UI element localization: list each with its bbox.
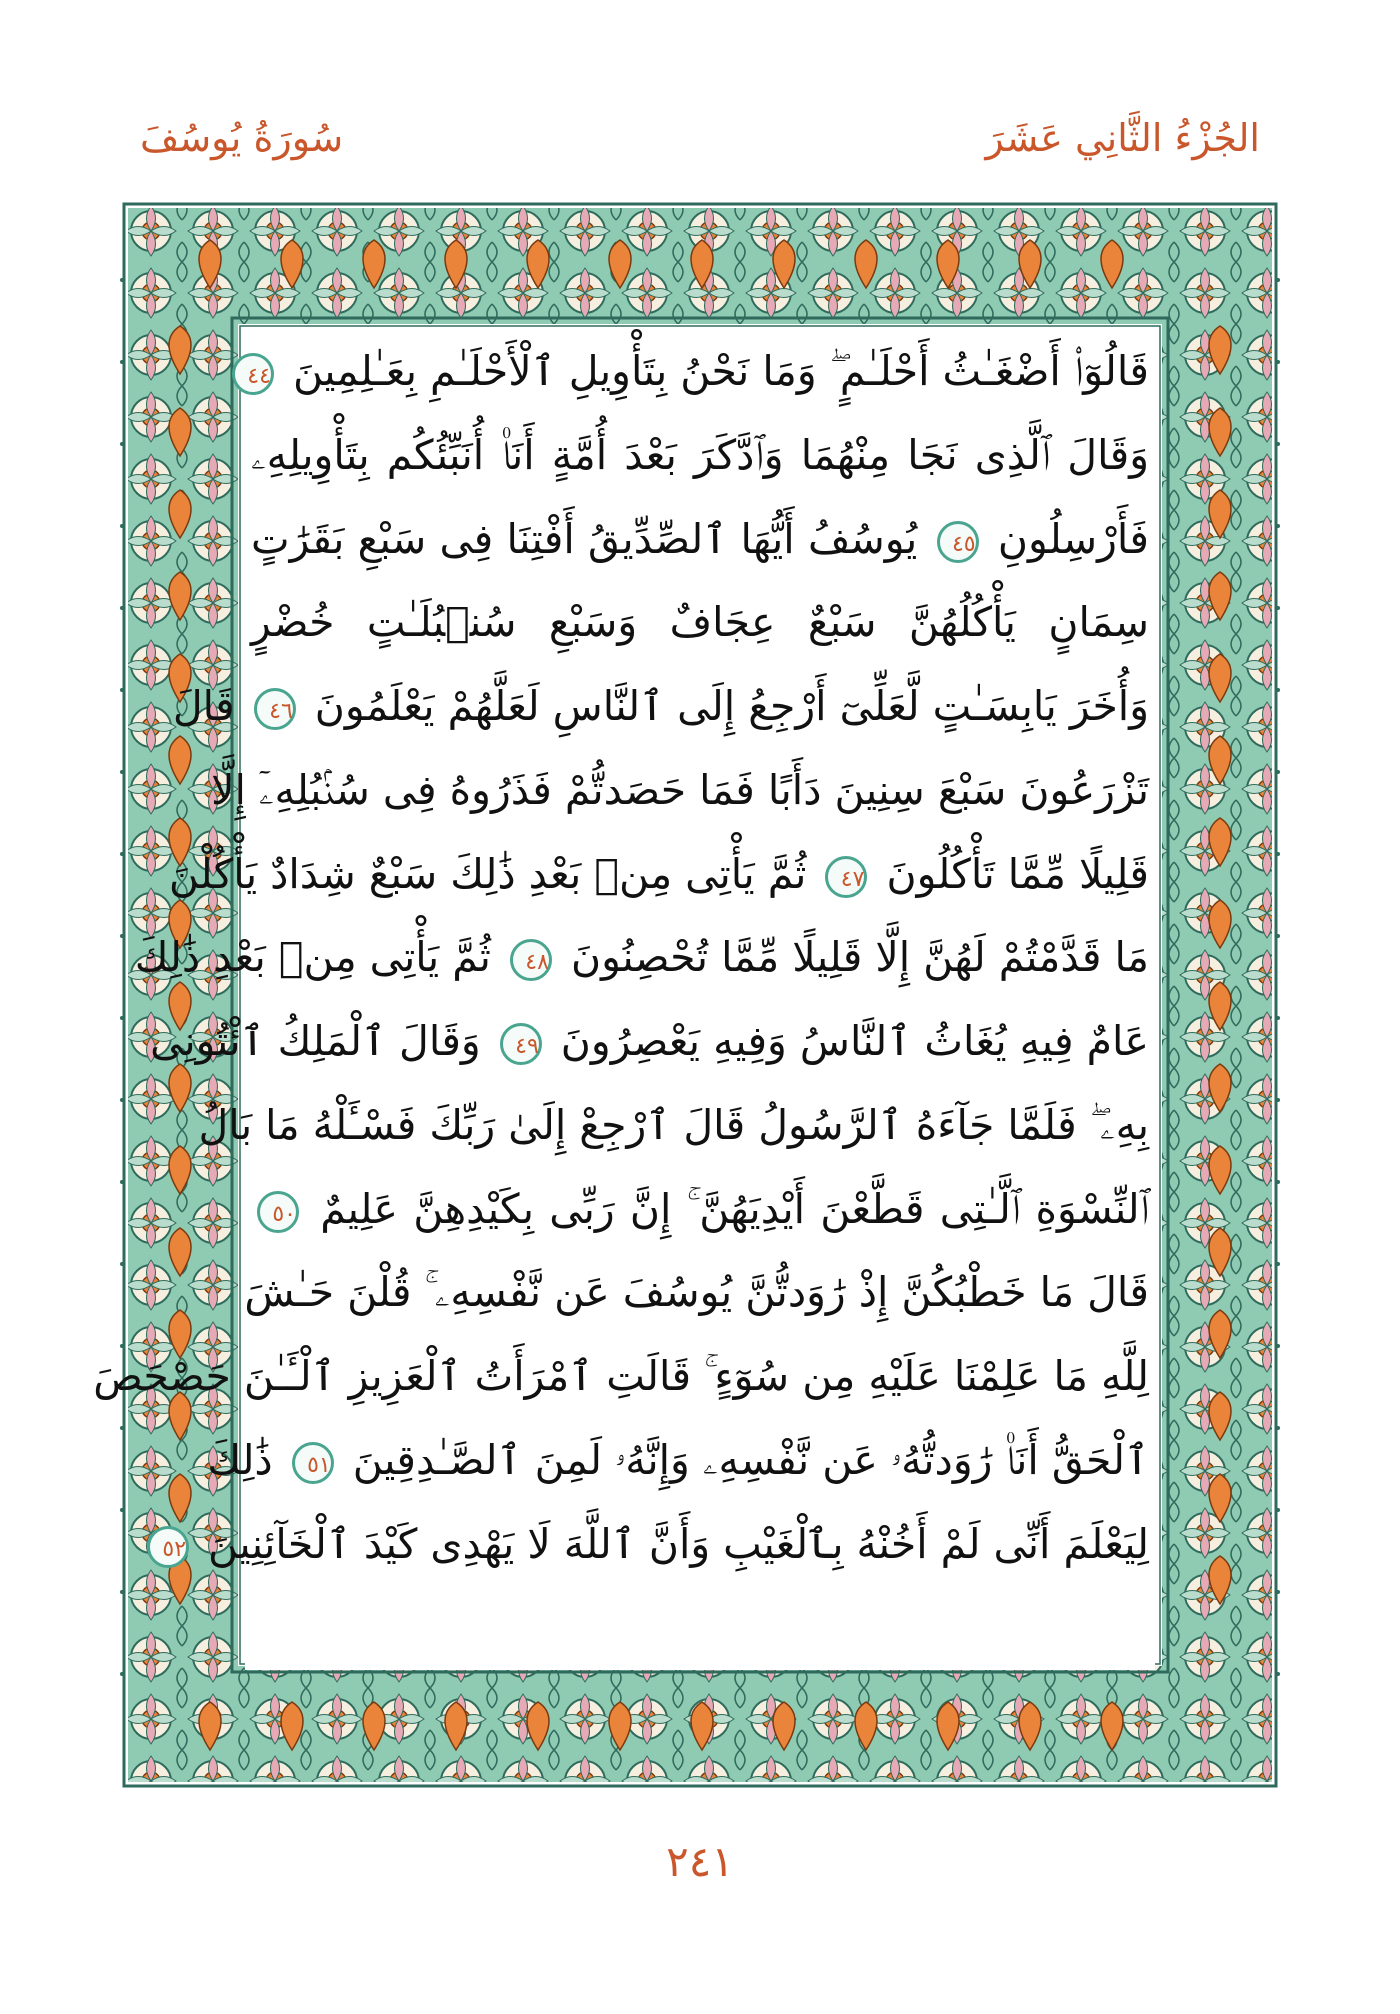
- verse-text: قَالَ: [172, 682, 248, 730]
- verse-text: يُوسُفُ أَيُّهَا ٱلصِّدِّيقُ أَفْتِنَا فِى سَبْعِ بَقَرَٰتٍ: [251, 514, 931, 563]
- border-tick: [120, 1098, 124, 1102]
- verse-text: تَزْرَعُونَ سَبْعَ سِنِينَ دَأَبًا فَمَا حَصَدتُّمْ فَذَرُوهُ فِى سُنۢبُلِهِۦٓ إِلَّا: [211, 765, 1149, 814]
- border-tick: [120, 770, 124, 774]
- border-tick: [120, 852, 124, 856]
- verse-text: لِلَّهِ مَا عَلِمْنَا عَلَيْهِ مِن سُوٓءٍ ۚ قَالَتِ ٱمْرَأَتُ ٱلْعَزِيزِ ٱلْـَٔـٰنَ حَصْحَصَ: [93, 1352, 1149, 1400]
- verse-line: [93, 1335, 1155, 1419]
- verse-text: فَأَرْسِلُونِ: [984, 514, 1150, 563]
- border-tick: [120, 1426, 124, 1430]
- border-tick: [120, 934, 124, 938]
- verse-text: وَقَالَ ٱلَّذِى نَجَا مِنْهُمَا وَٱدَّكَرَ بَعْدَ أُمَّةٍ أَنَا۠ أُنَبِّئُكُم بِتَأْوِيلِهِۦ: [251, 430, 1149, 479]
- border-tick: [120, 278, 124, 282]
- verse-text: ثُمَّ يَأْتِى مِنۢ بَعْدِ ذَٰلِكَ: [134, 933, 504, 982]
- verse-text: ثُمَّ يَأْتِى مِنۢ بَعْدِ ذَٰلِكَ سَبْعٌ شِدَادٌ يَأْكُلْنَ: [168, 849, 820, 898]
- juz-title: الجُزْءُ الثَّانِي عَشَرَ: [985, 116, 1260, 160]
- border-tick: [1276, 1262, 1280, 1266]
- ayah-number-marker: ٤٥: [937, 521, 979, 563]
- ayah-number-marker: ٥٢: [147, 1526, 189, 1568]
- verse-line: [245, 414, 1155, 498]
- border-tick: [1276, 1590, 1280, 1594]
- verse-text: سِمَانٍ يَأْكُلُهُنَّ سَبْعٌ عِجَافٌ وَسَبْعِ سُنۢبُلَـٰتٍ خُضْرٍ: [251, 598, 1149, 647]
- quran-text-panel: [93, 330, 1155, 1670]
- border-tick: [1276, 524, 1280, 528]
- border-tick: [1276, 1672, 1280, 1676]
- border-tick: [1276, 1180, 1280, 1184]
- border-tick: [120, 442, 124, 446]
- verse-text: ٱلنِّسْوَةِ ٱلَّـٰتِى قَطَّعْنَ أَيْدِيَهُنَّ ۚ إِنَّ رَبِّى بِكَيْدِهِنَّ عَلِيمٌ: [305, 1184, 1149, 1233]
- border-tick: [1276, 442, 1280, 446]
- verse-text: بِهِۦ ۖ فَلَمَّا جَآءَهُ ٱلرَّسُولُ قَالَ ٱرْجِعْ إِلَىٰ رَبِّكَ فَسْـَٔلْهُ مَا بَالُ: [198, 1100, 1149, 1149]
- verse-lines: [93, 330, 1155, 1586]
- verse-text: مَا قَدَّمْتُمْ لَهُنَّ إِلَّا قَلِيلًا مِّمَّا تُحْصِنُونَ: [557, 933, 1149, 982]
- ayah-number-marker: ٤٨: [510, 939, 552, 981]
- verse-line: [245, 1168, 1155, 1252]
- verse-text: عَامٌ فِيهِ يُغَاثُ ٱلنَّاسُ وَفِيهِ يَعْصِرُونَ: [547, 1017, 1149, 1065]
- verse-text: ذَٰلِكَ: [207, 1435, 286, 1484]
- ayah-number-marker: ٤٩: [500, 1023, 542, 1065]
- verse-line: [245, 498, 1155, 582]
- verse-line: [172, 665, 1155, 749]
- border-tick: [120, 606, 124, 610]
- verse-line: [245, 330, 1155, 414]
- verse-line: [134, 916, 1155, 1000]
- verse-line: [207, 1419, 1155, 1503]
- border-tick: [1276, 360, 1280, 364]
- ayah-number-marker: ٤٤: [232, 353, 274, 395]
- verse-text: لِيَعْلَمَ أَنِّى لَمْ أَخُنْهُ بِٱلْغَيْبِ وَأَنَّ ٱللَّهَ لَا يَهْدِى كَيْدَ ٱلْخَآئِنِينَ: [195, 1519, 1149, 1568]
- ayah-number-marker: ٥٠: [257, 1191, 299, 1233]
- border-tick: [1276, 1426, 1280, 1430]
- verse-text: قَالَ مَا خَطْبُكُنَّ إِذْ رَٰوَدتُّنَّ يُوسُفَ عَن نَّفْسِهِۦ ۚ قُلْنَ حَـٰشَ: [244, 1268, 1149, 1317]
- border-tick: [120, 1262, 124, 1266]
- ayah-number-marker: ٤٦: [254, 688, 296, 730]
- page-header: [140, 108, 1260, 168]
- verse-line: [198, 1084, 1155, 1168]
- surah-title: سُورَةُ يُوسُفَ: [140, 116, 344, 160]
- border-tick: [1276, 934, 1280, 938]
- border-tick: [1276, 278, 1280, 282]
- border-tick: [1276, 1344, 1280, 1348]
- verse-line: [150, 1000, 1155, 1084]
- verse-text: وَأُخَرَ يَابِسَـٰتٍ لَّعَلِّىٓ أَرْجِعُ إِلَى ٱلنَّاسِ لَعَلَّهُمْ يَعْلَمُونَ: [301, 682, 1149, 730]
- border-tick: [1276, 852, 1280, 856]
- border-tick: [1276, 770, 1280, 774]
- verse-text: قَلِيلًا مِّمَّا تَأْكُلُونَ: [873, 849, 1149, 898]
- border-tick: [1276, 606, 1280, 610]
- border-tick: [120, 360, 124, 364]
- ayah-number-marker: ٤٧: [825, 856, 867, 898]
- border-tick: [1276, 1098, 1280, 1102]
- border-tick: [1276, 1508, 1280, 1512]
- border-tick: [120, 1016, 124, 1020]
- verse-text: قَالُوٓا۟ أَضْغَـٰثُ أَحْلَـٰمٍ ۖ وَمَا نَحْنُ بِتَأْوِيلِ ٱلْأَحْلَـٰمِ بِعَـٰلِمِينَ: [279, 347, 1149, 395]
- verse-line: [162, 1503, 1155, 1587]
- border-tick: [120, 688, 124, 692]
- verse-text: ٱلْحَقُّ أَنَا۠ رَٰوَدتُّهُۥ عَن نَّفْسِهِۦ وَإِنَّهُۥ لَمِنَ ٱلصَّـٰدِقِينَ: [339, 1435, 1149, 1484]
- page-number: ٢٤١: [666, 1837, 734, 1886]
- verse-line: [168, 833, 1155, 917]
- border-tick: [1276, 688, 1280, 692]
- border-tick: [120, 1508, 124, 1512]
- verse-line: [245, 1251, 1155, 1335]
- border-tick: [120, 1590, 124, 1594]
- ayah-number-marker: ٥١: [292, 1442, 334, 1484]
- border-tick: [120, 524, 124, 528]
- border-tick: [120, 1672, 124, 1676]
- verse-line: [211, 749, 1155, 833]
- border-tick: [1276, 1016, 1280, 1020]
- verse-line: [245, 581, 1155, 665]
- border-tick: [120, 1180, 124, 1184]
- verse-text: وَقَالَ ٱلْمَلِكُ ٱئْتُونِى: [150, 1017, 494, 1065]
